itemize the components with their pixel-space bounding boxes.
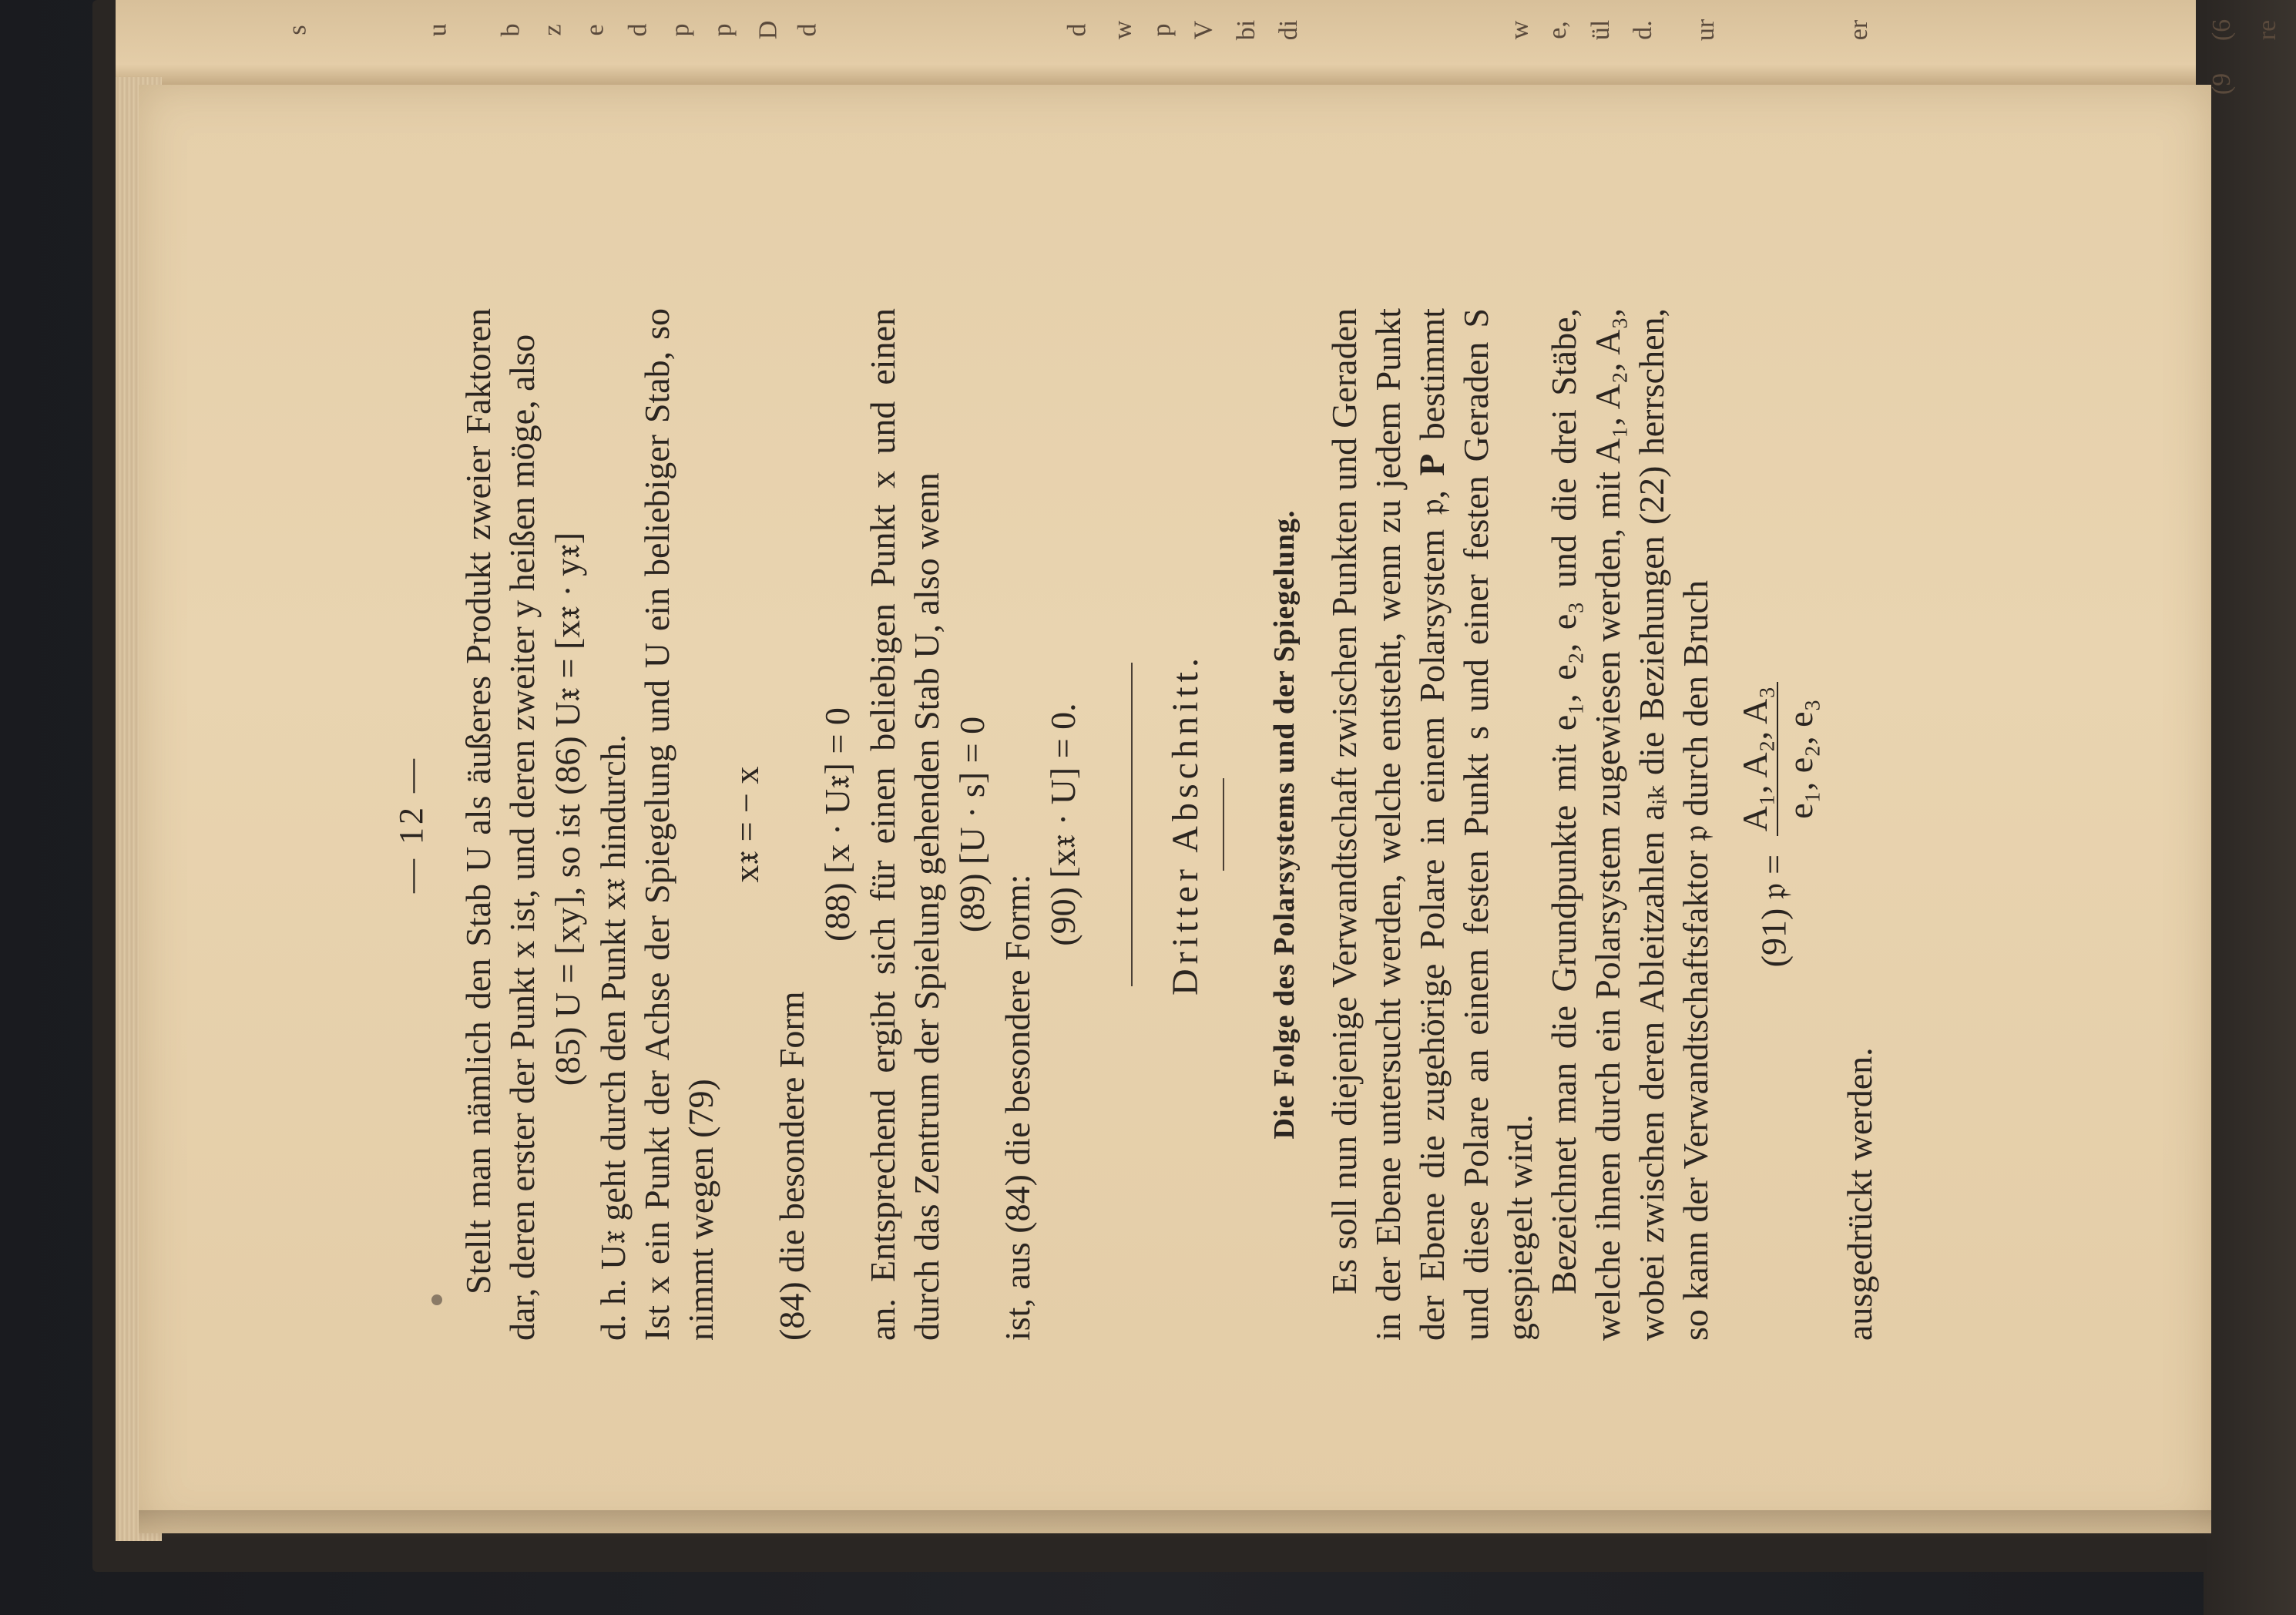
equation-x-reflection: x𝔵 = − x	[727, 766, 766, 883]
edge-fragment: p	[708, 23, 737, 37]
edge-fragment: d	[1062, 23, 1092, 37]
paragraph: ausgedrückt werden.	[1840, 1047, 1879, 1341]
edge-fragment: ül	[1586, 19, 1616, 41]
next-page-edge	[116, 0, 2196, 92]
edge-fragment: b	[496, 23, 525, 37]
edge-fragment: p	[1147, 23, 1177, 37]
edge-fragment: w	[1505, 20, 1534, 40]
edge-fragment: V	[1189, 20, 1218, 40]
paragraph: Stellt man nämlich den Stab U als äußeres Produkt zweier Faktoren dar, deren erster der Punkt x ist, und deren zweiter y heißen möge, also	[458, 308, 542, 1341]
edge-fragment: p	[666, 23, 695, 37]
edge-fragment: w	[1108, 20, 1137, 40]
paper-speck	[431, 1294, 442, 1305]
equation-88: (88) [x · U𝔵] = 0	[817, 707, 857, 942]
rotated-page-content	[135, 146, 2207, 1472]
edge-fragment: ur	[1691, 18, 1720, 42]
equation-91-fraction	[1733, 682, 1822, 837]
paragraph: an. Entsprechend ergibt sich für einen beliebigen Punkt x und einen durch das Zentrum der Spielung gehenden Stab U, also wenn	[863, 308, 946, 1341]
fraction-denominator: e₁, e₂, e₃	[1781, 699, 1820, 819]
paragraph: (84) die besondere Form	[772, 991, 811, 1341]
edge-fragment: z	[538, 24, 567, 36]
edge-fragment: e	[580, 24, 609, 36]
edge-fragment: d	[623, 23, 653, 37]
edge-fragment: d.	[1628, 20, 1657, 40]
page-gutter-shadow	[139, 1510, 2211, 1541]
edge-fragment: D	[754, 20, 783, 40]
edge-fragment: re	[2253, 19, 2282, 41]
section-divider	[1131, 663, 1133, 986]
edge-fragment: di	[1274, 19, 1304, 41]
paragraph: d. h. U𝔵 geht durch den Punkt x𝔵 hindurch.	[593, 734, 633, 1341]
book-cover-right	[2204, 0, 2296, 1615]
section-title-rule	[1223, 778, 1224, 871]
equation-89: (89) [U · s] = 0	[952, 716, 992, 933]
edge-fragment: u	[423, 23, 452, 37]
equation-91	[1733, 308, 1822, 1341]
paragraph: Bezeichnet man die Grundpunkte mit e₁, e₂, e₃ und die drei Stäbe, welche ihnen durch ein Polarsystem zugewiesen werden, mit A₁, A₂, A₃, wobei zwischen deren Ableitzahlen aᵢₖ die Beziehungen (22) herrschen, so kann der Verwandtschaftsfaktor 𝔭 durch den Bruch	[1544, 308, 1715, 1341]
equation-90: (90) [x𝔵 · U] = 0.	[1043, 703, 1083, 946]
text-column	[135, 308, 1881, 1341]
edge-fragment: (9	[2207, 72, 2237, 96]
section-title: Dritter Abschnitt.	[1165, 653, 1206, 996]
edge-fragment: e,	[1542, 21, 1572, 39]
paragraph: Es soll nun diejenige Verwandtschaft zwischen Punkten und Geraden in der Ebene untersucht werden, welche entsteht, wenn zu jedem Punkt der Ebene die zugehörige Polare in einem Polarsystem 𝔭, 𝐏 bestimmt und diese Polare an einem festen Punkt s und einer festen Geraden S gespiegelt wird.	[1324, 308, 1539, 1341]
edge-fragment: s	[283, 25, 312, 35]
equation-85-86: (85) U = [xy], so ist (86) U𝔵 = [x𝔵 · y𝔵]	[548, 532, 587, 1086]
edge-fragment: d	[793, 23, 822, 37]
page-number-header: — 12 —	[392, 756, 430, 893]
paragraph: ist, aus (84) die besondere Form:	[998, 874, 1037, 1341]
edge-fragment: bi	[1232, 19, 1261, 41]
edge-fragment: er	[1845, 19, 1874, 41]
equation-91-label: (91) 𝔭 =	[1754, 854, 1794, 968]
fraction-numerator: A₁, A₂, A₃	[1733, 682, 1778, 837]
subsection-title: Die Folge des Polarsystems und der Spiegelung.	[1268, 509, 1301, 1140]
edge-fragment: (6	[2207, 18, 2237, 42]
paragraph: Ist x ein Punkt der Achse der Spiegelung und U ein beliebiger Stab, so nimmt wegen (79)	[637, 308, 720, 1341]
